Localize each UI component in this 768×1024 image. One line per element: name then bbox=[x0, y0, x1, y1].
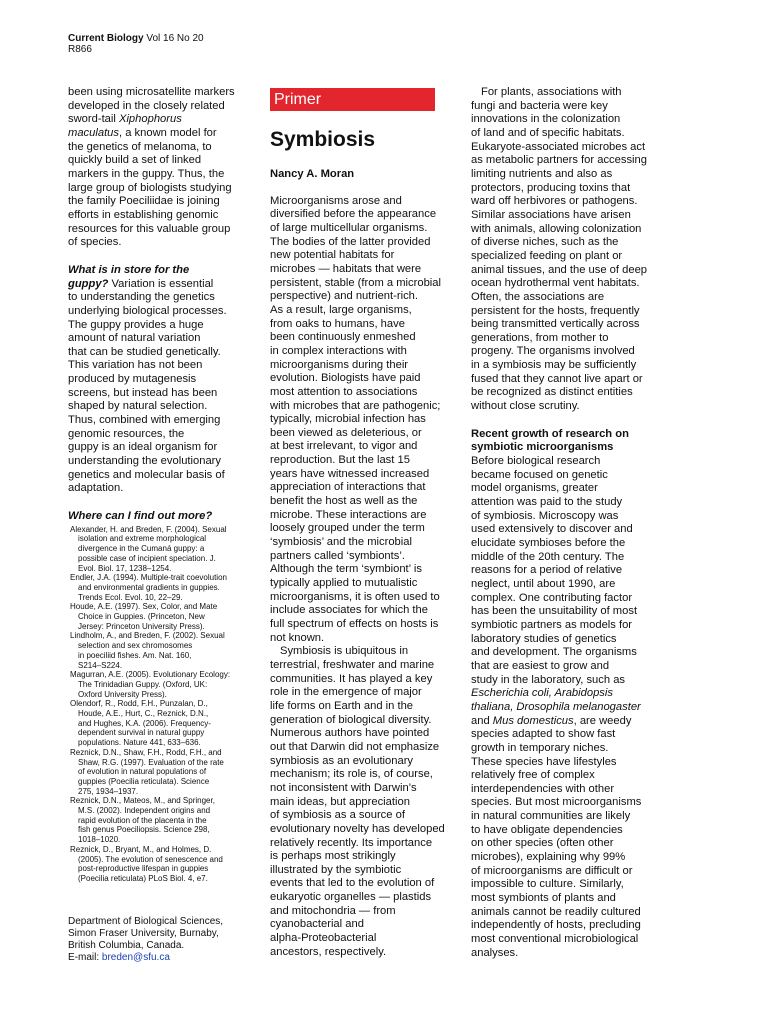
species-names: Escherichia coli, Arabidopsis thaliana, Drosophila melanogaster bbox=[471, 687, 641, 713]
section-heading: Recent growth of research on symbiotic microorganisms bbox=[471, 427, 629, 454]
future-heading: What is in store for the guppy? bbox=[68, 263, 190, 290]
address-lines: Department of Biological Sciences, Simon Fraser University, Burnaby, British Columbia, Canada. bbox=[68, 916, 224, 951]
journal-name: Current Biology bbox=[68, 33, 144, 44]
article-title: Symbiosis bbox=[270, 128, 376, 151]
intro-paragraph: been using microsatellite markers developed in the closely related sword-tail Xiphophorus maculatus, a known model for the genetics of melanoma, to quickly build a set of linked markers in the guppy. Thus, the large group of biologists studying the family Poeciliidae is joining efforts in establishing genomic resources for this valuable group of species. bbox=[68, 86, 235, 249]
email-label: E-mail: bbox=[68, 952, 102, 963]
reference-list bbox=[68, 525, 260, 884]
reference-item: Magurran, A.E. (2005). Evolutionary Ecology: The Trinidadian Guppy. (Oxford, UK: Oxford University Press). bbox=[70, 670, 231, 699]
email-link[interactable]: breden@sfu.ca bbox=[101, 952, 170, 963]
column-left bbox=[68, 86, 260, 884]
species-name: Mus domesticus bbox=[492, 714, 574, 727]
reference-item: Endler, J.A. (1994). Multiple-trait coevolution and environmental gradients in guppies. Trends Ecol. Evol. 10, 22–29. bbox=[70, 573, 227, 602]
reference-item: Houde, A.E. (1997). Sex, Color, and Mate Choice in Guppies. (Princeton, New Jersey: Princeton University Press). bbox=[70, 602, 218, 631]
reference-item: Reznick, D.N., Mateos, M., and Springer, M.S. (2002). Independent origins and rapid evolution of the placenta in the fish genus Poeciliopsis. Science 298, 1018–1020. bbox=[70, 796, 215, 845]
journal-volume: Vol 16 No 20 bbox=[146, 33, 204, 44]
author-address bbox=[68, 916, 223, 964]
reference-item: Reznick, D., Bryant, M., and Holmes, D. (2005). The evolution of senescence and post-reproductive lifespan in guppies (Poecilia reticulata) PLoS Biol. 4, e7. bbox=[70, 844, 223, 883]
running-header bbox=[68, 33, 204, 55]
body-paragraph: Microorganisms arose and diversified before the appearance of large multicellular organisms. The bodies of the latter provided new potential habitats for microbes — habitats that were persistent, stable (from a microbial perspective) and nutrient-rich. As a result, large organisms, from oaks to humans, have been continuously enmeshed in complex interactions with microorganisms during their evolution. Biologists have paid most attention to associations with microbes that are pathogenic; typically, microbial infection has been viewed as deleterious, or at best irrelevant, to vigor and reproduction. But the last 15 years have witnessed increased appreciation of interactions that benefit the host as well as the microbe. These interactions are loosely grouped under the term ‘symbiosis’ and the microbial partners called ‘symbionts’. Although the term ‘symbiont’ is typically applied to mutualistic microorganisms, it is often used to include associates for which the full spectrum of effects on hosts is not known. bbox=[270, 194, 441, 644]
future-paragraph: What is in store for the guppy? Variation is essential to understanding the genetics underlying biological processes. The guppy provides a huge amount of natural variation that can be studied genetically. This variation has not been produced by mutagenesis screens, but instead has been shaped by natural selection. Thus, combined with emerging genomic resources, the guppy is an ideal organism for understanding the evolutionary genetics and molecular basis of adaptation. bbox=[68, 263, 227, 495]
article-author: Nancy A. Moran bbox=[270, 168, 355, 180]
references-heading: Where can I find out more? bbox=[68, 510, 213, 523]
column-middle bbox=[270, 86, 460, 959]
reference-item: Lindholm, A., and Breden, F. (2002). Sexual selection and sex chromosomes in poeciliid fishes. Am. Nat. 160, S214–S224. bbox=[70, 631, 225, 670]
body-paragraph: Symbiosis is ubiquitous in terrestrial, freshwater and marine communities. It has played a key role in the emergence of major life forms on Earth and in the generation of biological diversity. Numerous authors have pointed out that Darwin did not emphasize symbiosis as an evolutionary mechanism; its role is, of course, not inconsistent with Darwin’s main ideas, but appreciation of symbiosis as a source of evolutionary novelty has developed relatively recently. Its importance is perhaps most strikingly illustrated by the symbiotic events that led to the evolution of eukaryotic organelles — plastids and mitochondria — from cyanobacterial and alpha-Proteobacterial ancestors, respectively. bbox=[270, 645, 445, 958]
page-number: R866 bbox=[68, 44, 92, 55]
reference-item: Alexander, H. and Breden, F. (2004). Sexual isolation and extreme morphological divergence in the Cumaná guppy: a possible case of incipient speciation. J. Evol. Biol. 17, 1238–1254. bbox=[70, 524, 227, 573]
body-paragraph: Before biological research became focused on genetic model organisms, greater attention was paid to the study of symbiosis. Microscopy was used extensively to discover and elucidate symbioses before the middle of the 20th century. The reasons for a period of relative neglect, until about 1990, are complex. One contributing factor has been the unsuitability of most symbiotic partners as models for laboratory studies of genetics and development. The organisms that are easiest to grow and study in the laboratory, such as Escherichia coli, Arabidopsis thaliana, Drosophila melanogaster and Mus domesticus, are weedy species adapted to show fast growth in temporary niches. These species have lifestyles relatively free of complex interdependencies with other species. But most microorganisms in natural communities are likely to have obligate dependencies on other species (often other microbes), explaining why 99% of microorganisms are difficult or impossible to culture. Similarly, most symbionts of plants and animals cannot be readily cultured independently of hosts, precluding most conventional microbiological analyses. bbox=[471, 455, 642, 959]
body-paragraph: For plants, associations with fungi and bacteria were key innovations in the colonization of land and of specific habitats. Eukaryote-associated microbes act as metabolic partners for accessing limiting nutrients and also as protectors, producing toxins that ward off herbivores or pathogens. Similar associations have arisen with animals, allowing colonization of diverse niches, such as the specialized feeding on plant or animal tissues, and the use of deep ocean hydrothermal vent habitats. Often, the associations are persistent for the hosts, frequently being transmitted vertically across generations, from mother to progeny. The organisms involved in a symbiosis may be sufficiently fused that they cannot live apart or be recognized as distinct entities without close scrutiny. bbox=[471, 86, 648, 413]
column-right bbox=[471, 86, 661, 960]
section-label: Primer bbox=[270, 88, 435, 111]
reference-item: Olendorf, R., Rodd, F.H., Punzalan, D., Houde, A.E., Hurt, C., Reznick, D.N., and Hughes, K.A. (2006). Frequency- dependent survival in natural guppy populations. Nature 441, 633–636. bbox=[70, 699, 211, 748]
reference-item: Reznick, D.N., Shaw, F.H., Rodd, F.H., and Shaw, R.G. (1997). Evaluation of the rate of evolution in natural populations of guppies (Poecilia reticulata). Science 275, 1934–1937. bbox=[70, 747, 224, 796]
species-name: Xiphophorus maculatus bbox=[68, 113, 182, 139]
